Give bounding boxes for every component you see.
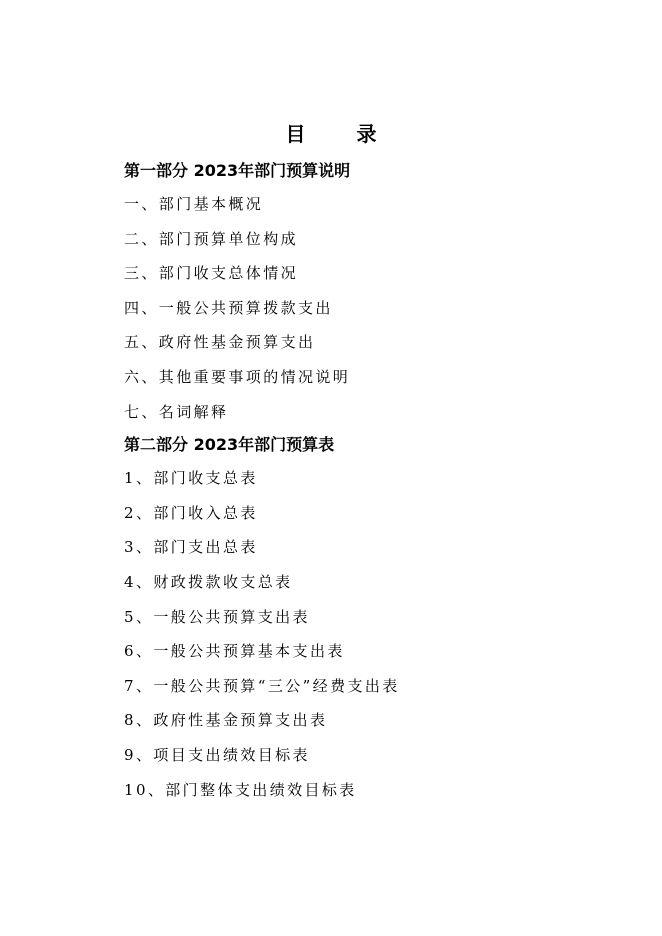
toc-item: 五、政府性基金预算支出 (124, 333, 316, 352)
part2-heading: 第二部分 2023年部门预算表 (124, 435, 335, 455)
toc-item: 5、一般公共预算支出表 (124, 607, 310, 626)
toc-item: 7、一般公共预算“三公”经费支出表 (124, 676, 400, 695)
toc-item: 6、一般公共预算基本支出表 (124, 642, 345, 661)
toc-item: 六、其他重要事项的情况说明 (124, 367, 351, 386)
toc-item: 四、一般公共预算拨款支出 (124, 298, 333, 317)
toc-item: 3、部门支出总表 (124, 538, 258, 557)
toc-item: 七、名词解释 (124, 402, 229, 421)
toc-item: 8、政府性基金预算支出表 (124, 711, 328, 730)
part1-heading: 第一部分 2023年部门预算说明 (124, 161, 351, 180)
toc-item: 2、部门收入总表 (124, 503, 258, 522)
toc-item: 二、部门预算单位构成 (124, 229, 299, 248)
toc-item: 9、项目支出绩效目标表 (124, 745, 310, 764)
table-of-contents (124, 155, 604, 807)
toc-item: 三、部门收支总体情况 (124, 264, 299, 283)
part1-list (124, 187, 604, 429)
page-title: 目 录 (285, 122, 399, 146)
part2-list (124, 461, 604, 807)
toc-item: 1、部门收支总表 (124, 469, 258, 488)
toc-item: 一、部门基本概况 (124, 195, 264, 213)
toc-item: 4、财政拨款收支总表 (124, 572, 293, 591)
toc-item: 10、部门整体支出绩效目标表 (124, 780, 357, 799)
